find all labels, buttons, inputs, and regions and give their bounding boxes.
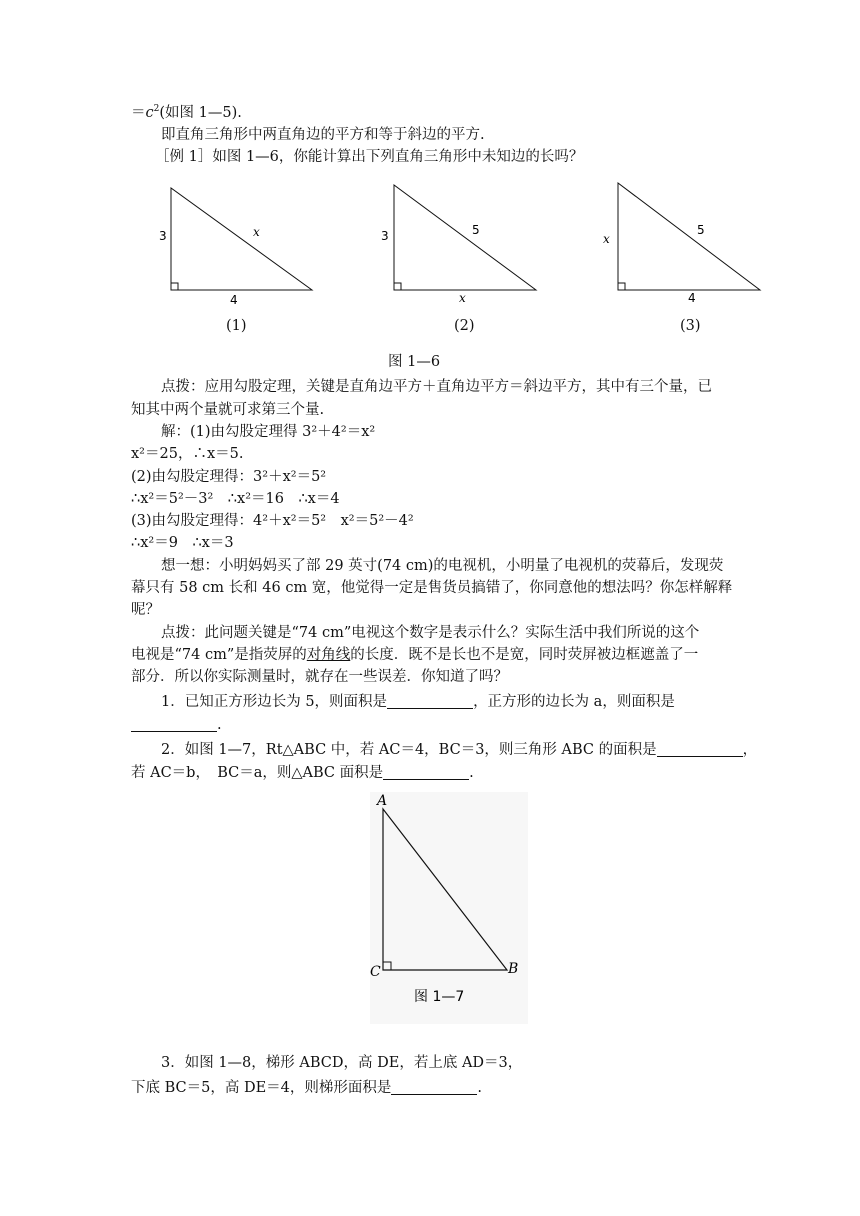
think-line-3: 呢？ — [131, 602, 160, 618]
answer-blank[interactable] — [131, 717, 217, 732]
think-line-2: 幕只有 58 cm 长和 46 cm 宽，他觉得一定是售货员搞错了，你同意他的想法吗？你怎样解释 — [131, 580, 733, 596]
question-1-line-1: 1．已知正方形边长为 5，则面积是 ，正方形的边长为 a，则面积是 — [161, 694, 675, 710]
diagonal-underlined: 对角线 — [306, 647, 351, 663]
figure-1-6-triangle-3 — [600, 180, 780, 310]
side-label-x: x — [253, 225, 260, 239]
answer-blank[interactable] — [657, 742, 743, 757]
vertex-C: C — [370, 964, 381, 980]
side-label-5: 5 — [472, 223, 480, 237]
answer-blank[interactable] — [391, 1080, 477, 1095]
figure-1-6-triangle-1 — [150, 180, 330, 310]
vertex-B: B — [508, 961, 519, 977]
question-1-line-2: . — [131, 715, 222, 735]
answer-blank[interactable] — [387, 694, 473, 709]
question-2-line-2: 若 AC＝b， BC＝a，则△ABC 面积是 . — [131, 765, 474, 781]
figure-1-6-triangle-2 — [375, 180, 555, 310]
solution-line-6: ∴x²＝9 ∴x＝3 — [131, 535, 234, 551]
hint-2-line-1: 点拨：此问题关键是“74 cm”电视这个数字是表示什么？实际生活中我们所说的这个 — [161, 625, 700, 641]
solution-line-2: x²＝25，∴x＝5. — [131, 446, 244, 462]
side-label-4: 4 — [688, 291, 696, 305]
question-3-line-1: 3．如图 1—8，梯形 ABCD，高 DE，若上底 AD＝3， — [161, 1055, 523, 1071]
side-label-5: 5 — [697, 223, 705, 237]
side-label-3: 3 — [381, 229, 389, 243]
side-label-4: 4 — [230, 293, 238, 307]
solution-line-4: ∴x²＝5²－3² ∴x²＝16 ∴x＝4 — [131, 491, 340, 507]
solution-line-1: 解：(1)由勾股定理得 3²＋4²＝x² — [161, 424, 376, 440]
hint-2-line-3: 部分．所以你实际测量时，就存在一些误差．你知道了吗？ — [131, 669, 508, 685]
triangle-1-label: (1) — [226, 318, 247, 334]
hint-2-line-2: 电视是“74 cm”是指荧屏的对角线的长度．既不是长也不是宽，同时荧屏被边框遮盖了一 — [131, 647, 699, 663]
solution-line-3: (2)由勾股定理得：3²＋x²＝5² — [131, 469, 327, 485]
triangle-3-label: (3) — [680, 318, 701, 334]
figure-1-7-triangle — [370, 792, 528, 1024]
hint-1-line-1: 点拨：应用勾股定理，关键是直角边平方＋直角边平方＝斜边平方，其中有三个量，已 — [161, 379, 712, 395]
vertex-A: A — [377, 793, 388, 809]
example-1-prompt: ［例 1］如图 1—6，你能计算出下列直角三角形中未知边的长吗？ — [155, 149, 584, 165]
theorem-statement: 即直角三角形中两直角边的平方和等于斜边的平方. — [161, 127, 485, 143]
side-label-x: x — [603, 232, 610, 246]
figure-1-6-caption: 图 1—6 — [388, 354, 441, 370]
question-3-line-2: 下底 BC＝5，高 DE＝4，则梯形面积是 . — [131, 1080, 483, 1096]
side-label-3: 3 — [159, 229, 167, 243]
figure-1-7-caption: 图 1—7 — [414, 989, 465, 1005]
hint-1-line-2: 知其中两个量就可求第三个量. — [131, 402, 325, 418]
side-label-x: x — [459, 291, 466, 305]
question-2-line-1: 2．如图 1—7，Rt△ABC 中，若 AC＝4，BC＝3，则三角形 ABC 的面积是 ， — [161, 742, 758, 758]
answer-blank[interactable] — [383, 765, 469, 780]
formula-continuation: $=c^2$(如图 1—5). — [131, 104, 242, 121]
solution-line-5: (3)由勾股定理得：4²＋x²＝5² x²＝5²－4² — [131, 513, 414, 529]
think-line-1: 想一想：小明妈妈买了部 29 英寸(74 cm)的电视机，小明量了电视机的荧幕后，发现荧 — [161, 558, 724, 574]
triangle-2-label: (2) — [454, 318, 475, 334]
